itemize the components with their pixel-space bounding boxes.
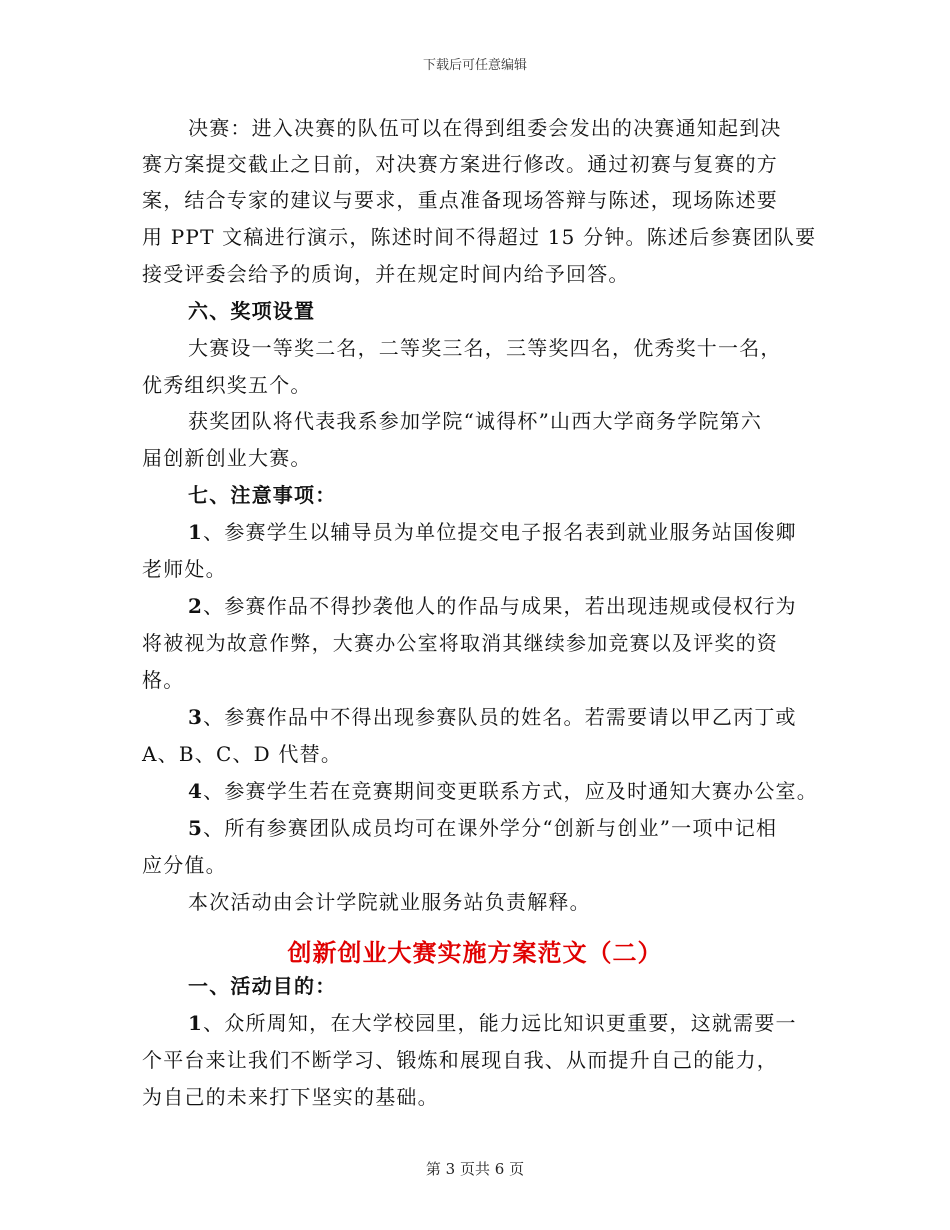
section-six-heading: 六、奖项设置 — [188, 299, 316, 323]
winners-line-2: 届创新创业大赛。 — [142, 446, 312, 470]
note-1-text: 、参赛学生以辅导员为单位提交电子报名表到就业服务站国俊卿 — [203, 520, 797, 544]
note-2-line-3: 格。 — [142, 668, 185, 692]
note-1-line-1 — [188, 520, 797, 544]
finals-line-1: 决赛：进入决赛的队伍可以在得到组委会发出的决赛通知起到决 — [188, 116, 782, 140]
page-footer: 第 3 页共 6 页 — [425, 1160, 525, 1178]
note-3-number: 3 — [188, 705, 204, 729]
note-4-number: 4 — [188, 779, 204, 803]
note-4-text: 、参赛学生若在竞赛期间变更联系方式，应及时通知大赛办公室。 — [203, 779, 818, 803]
finals-line-4: 用 PPT 文稿进行演示，陈述时间不得超过 15 分钟。陈述后参赛团队要 — [142, 225, 817, 249]
section-seven-heading: 七、注意事项： — [188, 483, 337, 507]
note-5-text: 、所有参赛团队成员均可在课外学分“创新与创业”一项中记相 — [203, 816, 778, 840]
winners-line-1: 获奖团队将代表我系参加学院“诚得杯”山西大学商务学院第六 — [188, 409, 763, 433]
note-4-line-1 — [188, 779, 818, 803]
purpose-line-1 — [188, 1011, 797, 1035]
note-3-line-2: A、B、C、D 代替。 — [142, 742, 343, 766]
closing-note: 本次活动由会计学院就业服务站负责解释。 — [188, 890, 591, 914]
note-2-line-1 — [188, 594, 797, 618]
purpose-number: 1 — [188, 1011, 204, 1035]
purpose-line-3: 为自己的未来打下坚实的基础。 — [142, 1085, 439, 1109]
finals-line-2: 赛方案提交截止之日前，对决赛方案进行修改。通过初赛与复赛的方 — [142, 152, 778, 176]
document-title: 创新创业大赛实施方案范文（二） — [287, 938, 663, 967]
note-5-number: 5 — [188, 816, 204, 840]
note-2-text: 、参赛作品不得抄袭他人的作品与成果，若出现违规或侵权行为 — [203, 594, 797, 618]
awards-line-1: 大赛设一等奖二名，二等奖三名，三等奖四名，优秀奖十一名， — [188, 336, 782, 360]
awards-line-2: 优秀组织奖五个。 — [142, 373, 312, 397]
note-2-number: 2 — [188, 594, 204, 618]
finals-line-5: 接受评委会给予的质询，并在规定时间内给予回答。 — [142, 262, 630, 286]
note-5-line-1 — [188, 816, 777, 840]
note-1-number: 1 — [188, 520, 204, 544]
note-1-line-2: 老师处。 — [142, 557, 227, 581]
purpose-line-2: 个平台来让我们不断学习、锻炼和展现自我、从而提升自己的能力， — [142, 1048, 778, 1072]
note-3-line-1 — [188, 705, 797, 729]
purpose-text: 、众所周知，在大学校园里，能力远比知识更重要，这就需要一 — [203, 1011, 797, 1035]
note-5-line-2: 应分值。 — [142, 853, 227, 877]
finals-line-3: 案，结合专家的建议与要求，重点准备现场答辩与陈述，现场陈述要 — [142, 188, 778, 212]
page-header: 下载后可任意编辑 — [422, 58, 527, 73]
activity-purpose-heading: 一、活动目的： — [188, 974, 337, 998]
note-2-line-2: 将被视为故意作弊，大赛办公室将取消其继续参加竞赛以及评奖的资 — [142, 631, 778, 655]
note-3-text: 、参赛作品中不得出现参赛队员的姓名。若需要请以甲乙丙丁或 — [203, 705, 797, 729]
